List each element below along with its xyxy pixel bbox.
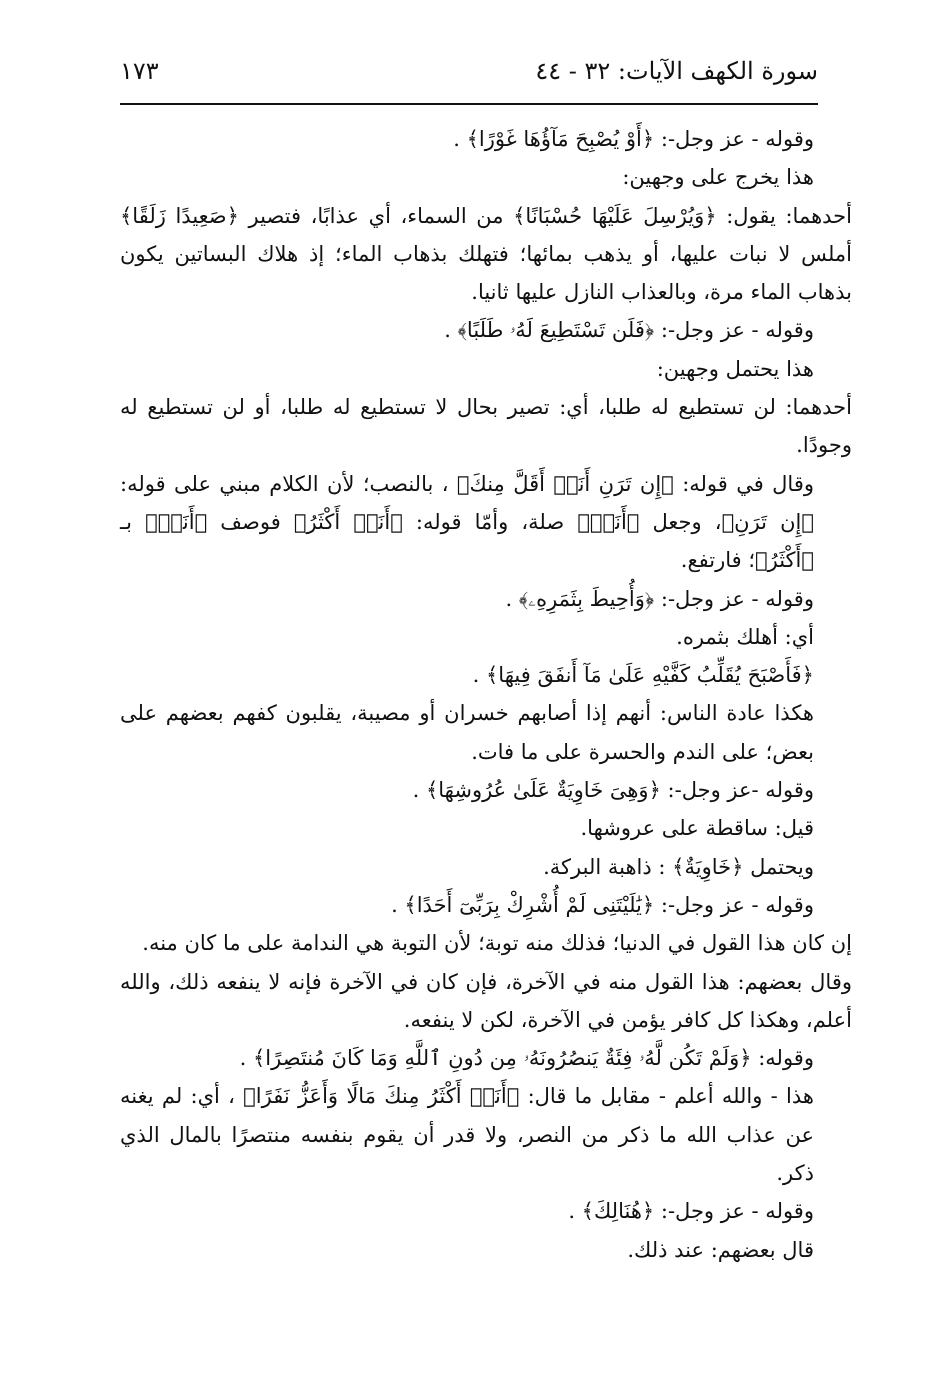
page-number: ١٧٣ (120, 57, 159, 85)
paragraph-12: وقوله -عز وجل-: ﴿وَهِىَ خَاوِيَةٌ عَلَىٰ عُرُوشِهَا﴾ . (412, 778, 814, 803)
paragraph-20: وقوله - عز وجل-: ﴿هُنَالِكَ﴾ . (568, 1199, 814, 1224)
paragraph-4: وقوله - عز وجل-: ﴿فَلَن تَسْتَطِيعَ لَهُۥ طَلَبًا﴾ . (444, 318, 814, 343)
paragraph-3: أحدهما: يقول: ﴿وَيُرْسِلَ عَلَيْهَا حُسْبَانًا﴾ من السماء، أي عذابًا، فتصير ﴿صَعِيدًا زَلَقًا﴾ أملس لا نبات عليها، أو يذهب بمائها؛ فتهلك بذهاب الماء؛ إذ هلاك البساتين يكون بذهاب الماء مرة، وبالعذاب النازل عليها ثانيا. (120, 203, 852, 305)
page-body (120, 120, 852, 1269)
paragraph-16: إن كان هذا القول في الدنيا؛ فذلك منه توبة؛ لأن التوبة هي الندامة على ما كان منه. (142, 931, 852, 956)
paragraph-6: أحدهما: لن تستطيع له طلبا، أي: تصير بحال لا تستطيع له طلبا، أو لن تستطيع له وجودًا. (120, 395, 852, 458)
paragraph-7: وقال في قوله: ﴿إِن تَرَنِ أَنَا۠ أَقَلَّ مِنكَ﴾ ، بالنصب؛ لأن الكلام مبني على قوله: ﴿إِن تَرَنِ﴾، وجعل ﴿أَنَا۠﴾ صلة، وأمّا قوله: ﴿أَنَا۠ أَكْثَرُ﴾ فوصف ﴿أَنَا۠﴾ بـ ﴿أَكْثَرُ﴾؛ فارتفع. (120, 471, 814, 573)
paragraph-8: وقوله - عز وجل-: ﴿وَأُحِيطَ بِثَمَرِهِۦ﴾ . (505, 586, 814, 611)
paragraph-14: ويحتمل ﴿خَاوِيَةٌ﴾ : ذاهبة البركة. (543, 854, 814, 879)
running-header (120, 50, 818, 90)
paragraph-19: هذا - والله أعلم - مقابل ما قال: ﴿أَنَا۠ أَكْثَرُ مِنكَ مَالًا وَأَعَزُّ نَفَرًا﴾ ، أي: لم يغنه عن عذاب الله ما ذكر من النصر، ولا قدر أن يقوم بنفسه منتصرًا بالمال الذي ذكر. (120, 1084, 814, 1186)
paragraph-9: أي: أهلك بثمره. (676, 624, 814, 649)
paragraph-5: هذا يحتمل وجهين: (656, 356, 814, 381)
paragraph-17: وقال بعضهم: هذا القول منه في الآخرة، فإن كان في الآخرة فإنه لا ينفعه ذلك، والله أعلم، وهكذا كل كافر يؤمن في الآخرة، لكن لا ينفعه. (120, 969, 852, 1032)
surah-title: سورة الكهف الآيات: ٣٢ - ٤٤ (535, 57, 818, 85)
paragraph-1: وقوله - عز وجل-: ﴿أَوْ يُصْبِحَ مَآؤُهَا غَوْرًا﴾ . (453, 127, 814, 151)
paragraph-11: هكذا عادة الناس: أنهم إذا أصابهم خسران أو مصيبة، يقلبون كفهم بعضهم على بعض؛ على الندم والحسرة على ما فات. (120, 701, 814, 764)
header-divider (120, 103, 818, 105)
paragraph-10: ﴿فَأَصْبَحَ يُقَلِّبُ كَفَّيْهِ عَلَىٰ مَآ أَنفَقَ فِيهَا﴾ . (472, 663, 814, 688)
paragraph-15: وقوله - عز وجل-: ﴿يَٰلَيْتَنِى لَمْ أُشْرِكْ بِرَبِّىٓ أَحَدًا﴾ . (391, 892, 814, 917)
paragraph-2: هذا يخرج على وجهين: (622, 165, 814, 190)
paragraph-13: قيل: ساقطة على عروشها. (580, 816, 814, 841)
paragraph-21: قال بعضهم: عند ذلك. (627, 1237, 814, 1262)
paragraph-18: وقوله: ﴿وَلَمْ تَكُن لَّهُۥ فِئَةٌ يَنصُرُونَهُۥ مِن دُونِ ٱللَّهِ وَمَا كَانَ مُنتَصِرًا﴾ . (239, 1046, 814, 1071)
